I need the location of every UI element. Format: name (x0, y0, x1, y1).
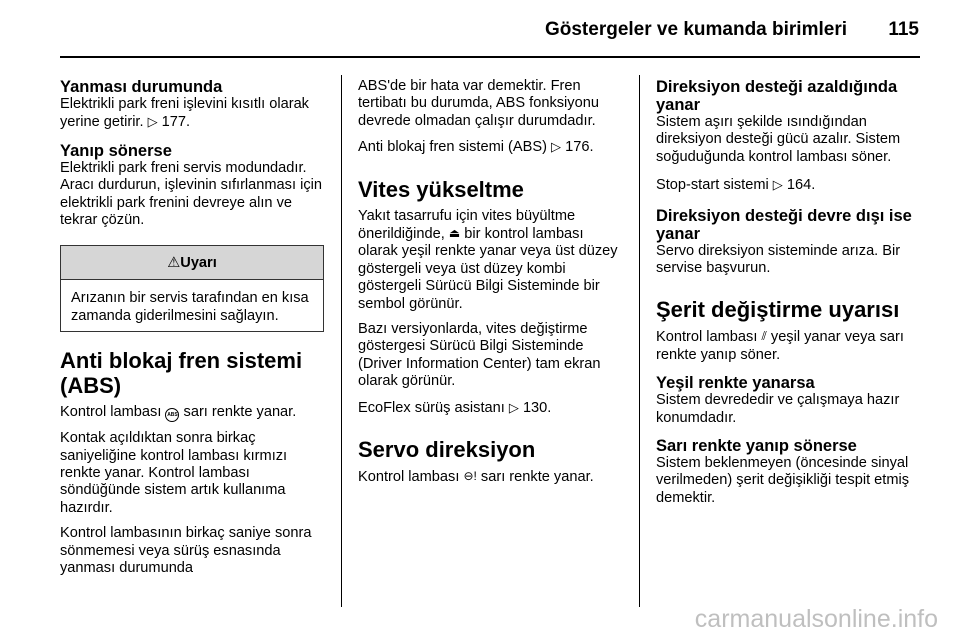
paragraph: Yakıt tasarrufu için vites büyültme önerildiğinde, ⏏ bir kontrol lambası olarak yeşil renkte yanar veya üst düzey göstergeli veya üst düzey kombi göstergeli Sürücü Bilgi Sisteminde bir sembol görünür. (358, 207, 618, 312)
section-heading-serit: Şerit değiştirme uyarısı (656, 297, 900, 323)
page-reference-link[interactable]: 130. (522, 399, 552, 416)
page-reference-link[interactable]: 176. (565, 139, 594, 156)
paragraph: ABS'de bir hata var demektir. Fren tertibatı bu durumda, ABS fonksiyonu devrede olmadan çalışır durumdadır. (358, 78, 599, 129)
heading-yesil: Yeşil renkte yanarsa (656, 374, 815, 393)
lane-change-icon: ⫽ (761, 329, 767, 344)
warning-body (61, 280, 323, 331)
paragraph: Sistem devrededir ve çalışmaya hazır konumdadır. (656, 392, 900, 426)
warning-header (61, 246, 323, 280)
section-heading-abs: Anti blokaj fren sistemi (ABS) (60, 348, 303, 399)
paragraph: Kontak açıldıktan sonra birkaç saniyeliğine kontrol lambası kırmızı renkte yanar. Kontrol lambası söndüğünde sistem artık kullanıma hazırdır. (60, 430, 288, 516)
paragraph: Bazı versiyonlarda, vites değiştirme göstergesi Sürücü Bilgi Sisteminde (Driver Information Center) tam ekran olarak görünür. (358, 321, 601, 390)
paragraph: Elektrikli park freni işlevini kısıtlı olarak yerine getirir. ▷ 177. (60, 96, 309, 131)
page-number: 115 (888, 19, 919, 40)
section-heading-servo: Servo direksiyon (358, 437, 536, 463)
heading-yanmasi: Yanması durumunda (60, 78, 223, 96)
paragraph: Elektrikli park freni servis modundadır. Aracı durdurun, işlevinin sıfırlanması için elektrikli park frenini devreye alın ve tekrar çözün. (60, 159, 322, 229)
abs-warning-icon: ABS (165, 408, 179, 422)
warning-text: Arızanın bir servis tarafından en kısa zamanda giderilmesini sağlayın. (71, 290, 309, 324)
column-divider (341, 75, 342, 607)
heading-direksiyon-devre-disi: Direksiyon desteği devre dışı ise yanar (656, 206, 912, 243)
page-reference-link[interactable]: 164. (786, 177, 816, 194)
paragraph: Sistem aşırı şekilde ısındığından direksiyon desteği gücü azalır. Sistem soğuduğunda kontrol lambası söner. (656, 114, 901, 165)
warning-triangle-icon: ⚠ (167, 255, 181, 272)
paragraph: Kontrol lambası ABS sarı renkte yanar. (60, 404, 297, 421)
warning-title: Uyarı (180, 255, 217, 272)
page-reference-link[interactable]: 177. (161, 114, 191, 131)
reference-arrow-icon: ▷ (772, 177, 783, 193)
reference-arrow-icon: ▷ (508, 399, 519, 415)
reference-arrow-icon: ▷ (551, 139, 562, 155)
watermark: carmanualsonline.info (694, 605, 938, 633)
page-header-title: Göstergeler ve kumanda birimleri (544, 19, 847, 40)
upshift-arrow-icon: ⏏ (448, 226, 461, 241)
heading-yanip-sonerse: Yanıp sönerse (60, 141, 172, 160)
paragraph: Kontrol lambasının birkaç saniye sonra sönmemesi veya sürüş esnasında yanması durumunda (60, 525, 312, 577)
heading-direksiyon-azaldiginda: Direksiyon desteği azaldığında yanar (656, 78, 898, 114)
column-divider (639, 75, 640, 607)
heading-sari: Sarı renkte yanıp sönerse (656, 437, 857, 456)
steering-warning-icon: ⊖! (463, 469, 477, 484)
column-left (60, 78, 324, 586)
column-middle (358, 78, 624, 495)
paragraph: Stop-start sistemi ▷ 164. (656, 177, 816, 194)
paragraph: Sistem beklenmeyen (öncesinde sinyal verilmeden) şerit değişikliği tespit etmiş demektir. (656, 455, 910, 506)
paragraph: EcoFlex sürüş asistanı ▷ 130. (358, 399, 552, 416)
column-right (656, 78, 924, 517)
section-heading-vites: Vites yükseltme (358, 176, 524, 202)
paragraph: Kontrol lambası ⊖! sarı renkte yanar. (358, 469, 594, 486)
warning-box (60, 245, 324, 332)
paragraph: Kontrol lambası ⫽ yeşil yanar veya sarı renkte yanıp söner. (656, 329, 904, 363)
paragraph: Servo direksiyon sisteminde arıza. Bir servise başvurun. (656, 242, 901, 277)
paragraph: Anti blokaj fren sistemi (ABS) ▷ 176. (358, 139, 594, 156)
header-rule (60, 56, 920, 58)
reference-arrow-icon: ▷ (147, 114, 158, 130)
